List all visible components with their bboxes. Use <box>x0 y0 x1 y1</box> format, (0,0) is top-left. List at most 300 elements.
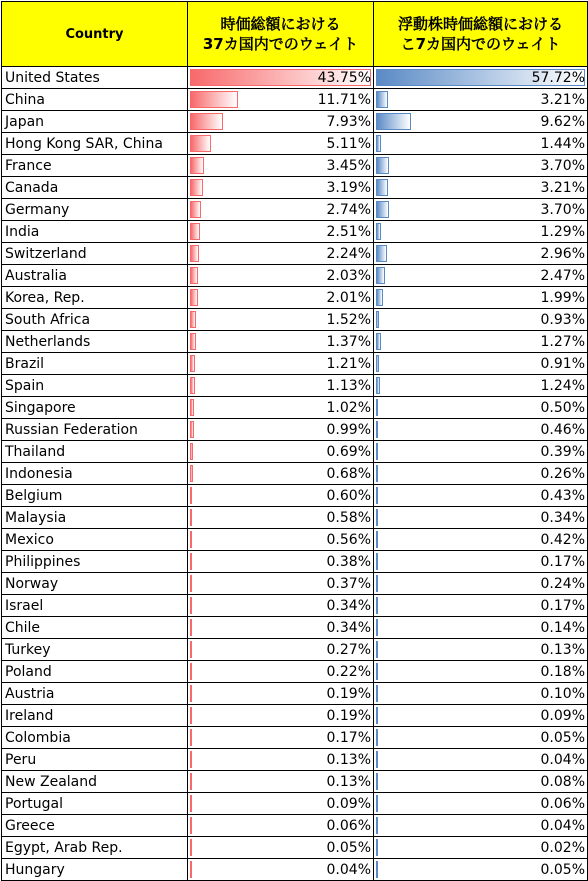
table-row <box>2 155 588 177</box>
float-cap-weight-value: 3.70% <box>540 157 585 174</box>
float-cap-weight-value: 1.99% <box>540 289 585 306</box>
float-cap-weight-cell <box>374 89 588 111</box>
header-market-cap-weight-line2: 37カ国内でのウェイト <box>202 35 359 53</box>
float-cap-weight-value: 0.09% <box>540 707 585 724</box>
market-cap-weight-value: 0.34% <box>326 597 371 614</box>
market-cap-weight-cell <box>188 89 374 111</box>
country-cell: Chile <box>2 617 188 639</box>
header-float-cap-weight <box>374 2 588 67</box>
float-cap-weight-value: 0.17% <box>540 553 585 570</box>
market-cap-weight-value: 0.17% <box>326 729 371 746</box>
market-cap-weight-cell <box>188 595 374 617</box>
market-cap-weight-cell <box>188 529 374 551</box>
market-cap-weight-cell <box>188 683 374 705</box>
market-cap-weight-bar <box>190 861 192 878</box>
float-cap-weight-value: 2.96% <box>540 245 585 262</box>
market-cap-weight-bar <box>190 333 196 350</box>
market-cap-weight-value: 3.19% <box>326 179 371 196</box>
market-cap-weight-value: 0.04% <box>326 861 371 878</box>
market-cap-weight-bar <box>190 421 194 438</box>
float-cap-weight-value: 0.18% <box>540 663 585 680</box>
float-cap-weight-cell <box>374 309 588 331</box>
float-cap-weight-value: 0.34% <box>540 509 585 526</box>
country-cell: Singapore <box>2 397 188 419</box>
market-cap-weight-cell <box>188 485 374 507</box>
float-cap-weight-bar <box>376 223 381 240</box>
market-cap-weight-cell <box>188 463 374 485</box>
float-cap-weight-value: 0.91% <box>540 355 585 372</box>
market-cap-weight-bar <box>190 377 195 394</box>
float-cap-weight-bar <box>376 113 411 130</box>
market-cap-weight-value: 0.22% <box>326 663 371 680</box>
float-cap-weight-cell <box>374 551 588 573</box>
market-cap-weight-cell <box>188 265 374 287</box>
float-cap-weight-cell <box>374 793 588 815</box>
float-cap-weight-cell <box>374 287 588 309</box>
float-cap-weight-bar <box>376 487 378 504</box>
market-cap-weight-bar <box>190 91 238 108</box>
market-cap-weight-cell <box>188 815 374 837</box>
market-cap-weight-cell <box>188 133 374 155</box>
float-cap-weight-cell <box>374 617 588 639</box>
market-cap-weight-cell <box>188 287 374 309</box>
market-cap-weight-bar <box>190 817 192 834</box>
country-cell: Philippines <box>2 551 188 573</box>
market-cap-weight-bar <box>190 135 211 152</box>
table-row <box>2 353 588 375</box>
table-row <box>2 133 588 155</box>
float-cap-weight-bar <box>376 707 378 724</box>
market-cap-weight-cell <box>188 441 374 463</box>
float-cap-weight-bar <box>376 839 378 856</box>
float-cap-weight-cell <box>374 441 588 463</box>
table-row <box>2 375 588 397</box>
float-cap-weight-bar <box>376 663 378 680</box>
country-cell: France <box>2 155 188 177</box>
float-cap-weight-cell <box>374 837 588 859</box>
float-cap-weight-cell <box>374 595 588 617</box>
market-cap-weight-value: 0.58% <box>326 509 371 526</box>
table-body <box>2 67 588 881</box>
market-cap-weight-cell <box>188 507 374 529</box>
market-cap-weight-value: 0.99% <box>326 421 371 438</box>
table-row <box>2 551 588 573</box>
float-cap-weight-cell <box>374 111 588 133</box>
float-cap-weight-cell <box>374 661 588 683</box>
float-cap-weight-value: 3.21% <box>540 179 585 196</box>
table-row <box>2 683 588 705</box>
country-cell: Ireland <box>2 705 188 727</box>
table-row <box>2 397 588 419</box>
float-cap-weight-cell <box>374 67 588 89</box>
market-cap-weight-bar <box>190 663 192 680</box>
market-cap-weight-bar <box>190 839 192 856</box>
market-cap-weight-bar <box>190 113 223 130</box>
float-cap-weight-cell <box>374 397 588 419</box>
country-cell: Russian Federation <box>2 419 188 441</box>
float-cap-weight-bar <box>376 179 388 196</box>
market-cap-weight-value: 0.19% <box>326 707 371 724</box>
float-cap-weight-cell <box>374 859 588 881</box>
market-cap-weight-value: 0.27% <box>326 641 371 658</box>
market-cap-weight-bar <box>190 773 192 790</box>
market-cap-weight-cell <box>188 639 374 661</box>
table-row <box>2 441 588 463</box>
market-cap-weight-bar <box>190 201 201 218</box>
table-row <box>2 837 588 859</box>
float-cap-weight-bar <box>376 421 378 438</box>
table-row <box>2 419 588 441</box>
market-cap-weight-cell <box>188 397 374 419</box>
country-cell: South Africa <box>2 309 188 331</box>
float-cap-weight-bar <box>376 795 378 812</box>
float-cap-weight-bar <box>376 509 378 526</box>
float-cap-weight-cell <box>374 177 588 199</box>
float-cap-weight-value: 3.70% <box>540 201 585 218</box>
float-cap-weight-value: 0.13% <box>540 641 585 658</box>
country-weight-table <box>1 1 588 881</box>
market-cap-weight-value: 1.13% <box>326 377 371 394</box>
table-row <box>2 859 588 881</box>
market-cap-weight-bar <box>190 267 198 284</box>
market-cap-weight-value: 0.09% <box>326 795 371 812</box>
float-cap-weight-cell <box>374 375 588 397</box>
float-cap-weight-bar <box>376 619 378 636</box>
float-cap-weight-value: 9.62% <box>540 113 585 130</box>
table-row <box>2 661 588 683</box>
market-cap-weight-value: 0.34% <box>326 619 371 636</box>
market-cap-weight-bar <box>190 355 195 372</box>
market-cap-weight-bar <box>190 707 192 724</box>
float-cap-weight-value: 2.47% <box>540 267 585 284</box>
float-cap-weight-cell <box>374 573 588 595</box>
country-cell: Norway <box>2 573 188 595</box>
country-cell: Thailand <box>2 441 188 463</box>
table-row <box>2 265 588 287</box>
float-cap-weight-value: 0.39% <box>540 443 585 460</box>
header-float-cap-weight-line2: こ7カ国内でのウェイト <box>400 35 561 53</box>
market-cap-weight-value: 2.01% <box>326 289 371 306</box>
table-row <box>2 221 588 243</box>
float-cap-weight-value: 0.14% <box>540 619 585 636</box>
float-cap-weight-value: 0.26% <box>540 465 585 482</box>
market-cap-weight-bar <box>190 751 192 768</box>
market-cap-weight-bar <box>190 399 194 416</box>
country-cell: Mexico <box>2 529 188 551</box>
float-cap-weight-value: 1.24% <box>540 377 585 394</box>
market-cap-weight-value: 0.13% <box>326 773 371 790</box>
float-cap-weight-bar <box>376 465 378 482</box>
market-cap-weight-cell <box>188 375 374 397</box>
float-cap-weight-cell <box>374 771 588 793</box>
country-cell: India <box>2 221 188 243</box>
float-cap-weight-cell <box>374 133 588 155</box>
market-cap-weight-bar <box>190 487 192 504</box>
table-row <box>2 463 588 485</box>
country-cell: Israel <box>2 595 188 617</box>
country-cell: Canada <box>2 177 188 199</box>
table-row <box>2 793 588 815</box>
country-cell: Austria <box>2 683 188 705</box>
market-cap-weight-cell <box>188 199 374 221</box>
market-cap-weight-bar <box>190 795 192 812</box>
market-cap-weight-bar <box>190 465 193 482</box>
table-row <box>2 573 588 595</box>
float-cap-weight-bar <box>376 267 385 284</box>
float-cap-weight-cell <box>374 243 588 265</box>
market-cap-weight-value: 11.71% <box>317 91 371 108</box>
market-cap-weight-bar <box>190 531 192 548</box>
float-cap-weight-bar <box>376 597 378 614</box>
country-cell: Colombia <box>2 727 188 749</box>
float-cap-weight-cell <box>374 815 588 837</box>
market-cap-weight-value: 43.75% <box>317 69 371 86</box>
country-cell: Indonesia <box>2 463 188 485</box>
market-cap-weight-bar <box>190 685 192 702</box>
float-cap-weight-value: 0.17% <box>540 597 585 614</box>
table-row <box>2 749 588 771</box>
float-cap-weight-bar <box>376 245 387 262</box>
float-cap-weight-cell <box>374 683 588 705</box>
market-cap-weight-cell <box>188 617 374 639</box>
market-cap-weight-value: 2.74% <box>326 201 371 218</box>
market-cap-weight-value: 2.03% <box>326 267 371 284</box>
country-cell: Peru <box>2 749 188 771</box>
float-cap-weight-value: 3.21% <box>540 91 585 108</box>
table-row <box>2 243 588 265</box>
market-cap-weight-cell <box>188 111 374 133</box>
country-cell: Malaysia <box>2 507 188 529</box>
float-cap-weight-bar <box>376 575 378 592</box>
float-cap-weight-value: 0.10% <box>540 685 585 702</box>
table-row <box>2 199 588 221</box>
market-cap-weight-cell <box>188 727 374 749</box>
market-cap-weight-cell <box>188 309 374 331</box>
market-cap-weight-cell <box>188 859 374 881</box>
market-cap-weight-value: 0.13% <box>326 751 371 768</box>
market-cap-weight-bar <box>190 575 192 592</box>
table-row <box>2 705 588 727</box>
float-cap-weight-bar <box>376 201 389 218</box>
table-row <box>2 815 588 837</box>
country-cell: Hong Kong SAR, China <box>2 133 188 155</box>
float-cap-weight-value: 0.04% <box>540 817 585 834</box>
market-cap-weight-value: 0.19% <box>326 685 371 702</box>
market-cap-weight-value: 1.52% <box>326 311 371 328</box>
float-cap-weight-cell <box>374 705 588 727</box>
country-cell: Netherlands <box>2 331 188 353</box>
market-cap-weight-cell <box>188 221 374 243</box>
float-cap-weight-value: 0.04% <box>540 751 585 768</box>
table-row <box>2 617 588 639</box>
market-cap-weight-value: 1.21% <box>326 355 371 372</box>
float-cap-weight-bar <box>376 289 383 306</box>
country-cell: Korea, Rep. <box>2 287 188 309</box>
float-cap-weight-value: 0.46% <box>540 421 585 438</box>
market-cap-weight-cell <box>188 573 374 595</box>
table-row <box>2 331 588 353</box>
country-cell: Portugal <box>2 793 188 815</box>
country-cell: Switzerland <box>2 243 188 265</box>
market-cap-weight-bar <box>190 443 193 460</box>
float-cap-weight-cell <box>374 265 588 287</box>
float-cap-weight-bar <box>376 861 378 878</box>
table-row <box>2 89 588 111</box>
country-cell: Australia <box>2 265 188 287</box>
market-cap-weight-cell <box>188 749 374 771</box>
market-cap-weight-value: 0.56% <box>326 531 371 548</box>
market-cap-weight-value: 3.45% <box>326 157 371 174</box>
market-cap-weight-value: 0.69% <box>326 443 371 460</box>
float-cap-weight-cell <box>374 353 588 375</box>
market-cap-weight-value: 0.60% <box>326 487 371 504</box>
table-row <box>2 595 588 617</box>
float-cap-weight-bar <box>376 685 378 702</box>
market-cap-weight-value: 1.37% <box>326 333 371 350</box>
market-cap-weight-cell <box>188 177 374 199</box>
float-cap-weight-bar <box>376 377 380 394</box>
market-cap-weight-value: 0.37% <box>326 575 371 592</box>
float-cap-weight-bar <box>376 311 379 328</box>
float-cap-weight-value: 0.05% <box>540 861 585 878</box>
float-cap-weight-cell <box>374 155 588 177</box>
float-cap-weight-bar <box>376 91 388 108</box>
float-cap-weight-cell <box>374 639 588 661</box>
float-cap-weight-bar <box>376 531 378 548</box>
market-cap-weight-value: 0.68% <box>326 465 371 482</box>
float-cap-weight-cell <box>374 419 588 441</box>
float-cap-weight-cell <box>374 221 588 243</box>
float-cap-weight-cell <box>374 529 588 551</box>
market-cap-weight-value: 1.02% <box>326 399 371 416</box>
market-cap-weight-value: 0.05% <box>326 839 371 856</box>
header-market-cap-weight <box>188 2 374 67</box>
market-cap-weight-cell <box>188 661 374 683</box>
country-cell: China <box>2 89 188 111</box>
float-cap-weight-value: 57.72% <box>531 69 585 86</box>
country-cell: Belgium <box>2 485 188 507</box>
table-row <box>2 507 588 529</box>
float-cap-weight-bar <box>376 729 378 746</box>
country-cell: United States <box>2 67 188 89</box>
market-cap-weight-bar <box>190 597 192 614</box>
table-row <box>2 111 588 133</box>
country-cell: Germany <box>2 199 188 221</box>
market-cap-weight-cell <box>188 155 374 177</box>
market-cap-weight-bar <box>190 179 203 196</box>
table-row <box>2 177 588 199</box>
country-cell: Hungary <box>2 859 188 881</box>
table-row <box>2 309 588 331</box>
market-cap-weight-bar <box>190 289 198 306</box>
table-row <box>2 67 588 89</box>
market-cap-weight-cell <box>188 837 374 859</box>
market-cap-weight-cell <box>188 771 374 793</box>
market-cap-weight-bar <box>190 509 192 526</box>
table-row <box>2 485 588 507</box>
float-cap-weight-cell <box>374 485 588 507</box>
float-cap-weight-value: 1.29% <box>540 223 585 240</box>
float-cap-weight-value: 0.42% <box>540 531 585 548</box>
market-cap-weight-value: 0.38% <box>326 553 371 570</box>
float-cap-weight-value: 1.27% <box>540 333 585 350</box>
market-cap-weight-cell <box>188 331 374 353</box>
country-cell: Egypt, Arab Rep. <box>2 837 188 859</box>
market-cap-weight-cell <box>188 67 374 89</box>
market-cap-weight-cell <box>188 793 374 815</box>
float-cap-weight-bar <box>376 817 378 834</box>
float-cap-weight-bar <box>376 157 389 174</box>
float-cap-weight-cell <box>374 727 588 749</box>
market-cap-weight-bar <box>190 157 204 174</box>
float-cap-weight-bar <box>376 355 379 372</box>
market-cap-weight-cell <box>188 705 374 727</box>
float-cap-weight-value: 0.02% <box>540 839 585 856</box>
header-float-cap-weight-line1: 浮動株時価総額における <box>397 15 563 33</box>
market-cap-weight-bar <box>190 729 192 746</box>
float-cap-weight-value: 0.93% <box>540 311 585 328</box>
market-cap-weight-cell <box>188 551 374 573</box>
country-cell: Spain <box>2 375 188 397</box>
header-market-cap-weight-line1: 時価総額における <box>220 15 341 33</box>
float-cap-weight-bar <box>376 553 378 570</box>
market-cap-weight-value: 0.06% <box>326 817 371 834</box>
float-cap-weight-value: 1.44% <box>540 135 585 152</box>
market-cap-weight-value: 7.93% <box>326 113 371 130</box>
float-cap-weight-bar <box>376 399 378 416</box>
float-cap-weight-cell <box>374 463 588 485</box>
market-cap-weight-bar <box>190 223 200 240</box>
float-cap-weight-cell <box>374 199 588 221</box>
float-cap-weight-value: 0.08% <box>540 773 585 790</box>
float-cap-weight-bar <box>376 751 378 768</box>
table-row <box>2 529 588 551</box>
table-row <box>2 287 588 309</box>
header-row <box>2 2 588 67</box>
float-cap-weight-value: 0.06% <box>540 795 585 812</box>
market-cap-weight-bar <box>190 619 192 636</box>
market-cap-weight-bar <box>190 641 192 658</box>
float-cap-weight-bar <box>376 443 378 460</box>
market-cap-weight-value: 5.11% <box>326 135 371 152</box>
float-cap-weight-cell <box>374 331 588 353</box>
country-cell: Brazil <box>2 353 188 375</box>
float-cap-weight-bar <box>376 135 381 152</box>
float-cap-weight-value: 0.50% <box>540 399 585 416</box>
country-cell: Greece <box>2 815 188 837</box>
market-cap-weight-bar <box>190 311 196 328</box>
float-cap-weight-value: 0.24% <box>540 575 585 592</box>
country-cell: Japan <box>2 111 188 133</box>
market-cap-weight-cell <box>188 419 374 441</box>
header-country: Country <box>2 2 188 67</box>
market-cap-weight-bar <box>190 245 199 262</box>
market-cap-weight-value: 2.51% <box>326 223 371 240</box>
market-cap-weight-cell <box>188 243 374 265</box>
float-cap-weight-bar <box>376 333 381 350</box>
float-cap-weight-value: 0.43% <box>540 487 585 504</box>
table-row <box>2 771 588 793</box>
market-cap-weight-value: 2.24% <box>326 245 371 262</box>
float-cap-weight-value: 0.05% <box>540 729 585 746</box>
country-cell: New Zealand <box>2 771 188 793</box>
float-cap-weight-bar <box>376 641 378 658</box>
country-cell: Poland <box>2 661 188 683</box>
table-row <box>2 639 588 661</box>
market-cap-weight-cell <box>188 353 374 375</box>
table-row <box>2 727 588 749</box>
market-cap-weight-bar <box>190 553 192 570</box>
